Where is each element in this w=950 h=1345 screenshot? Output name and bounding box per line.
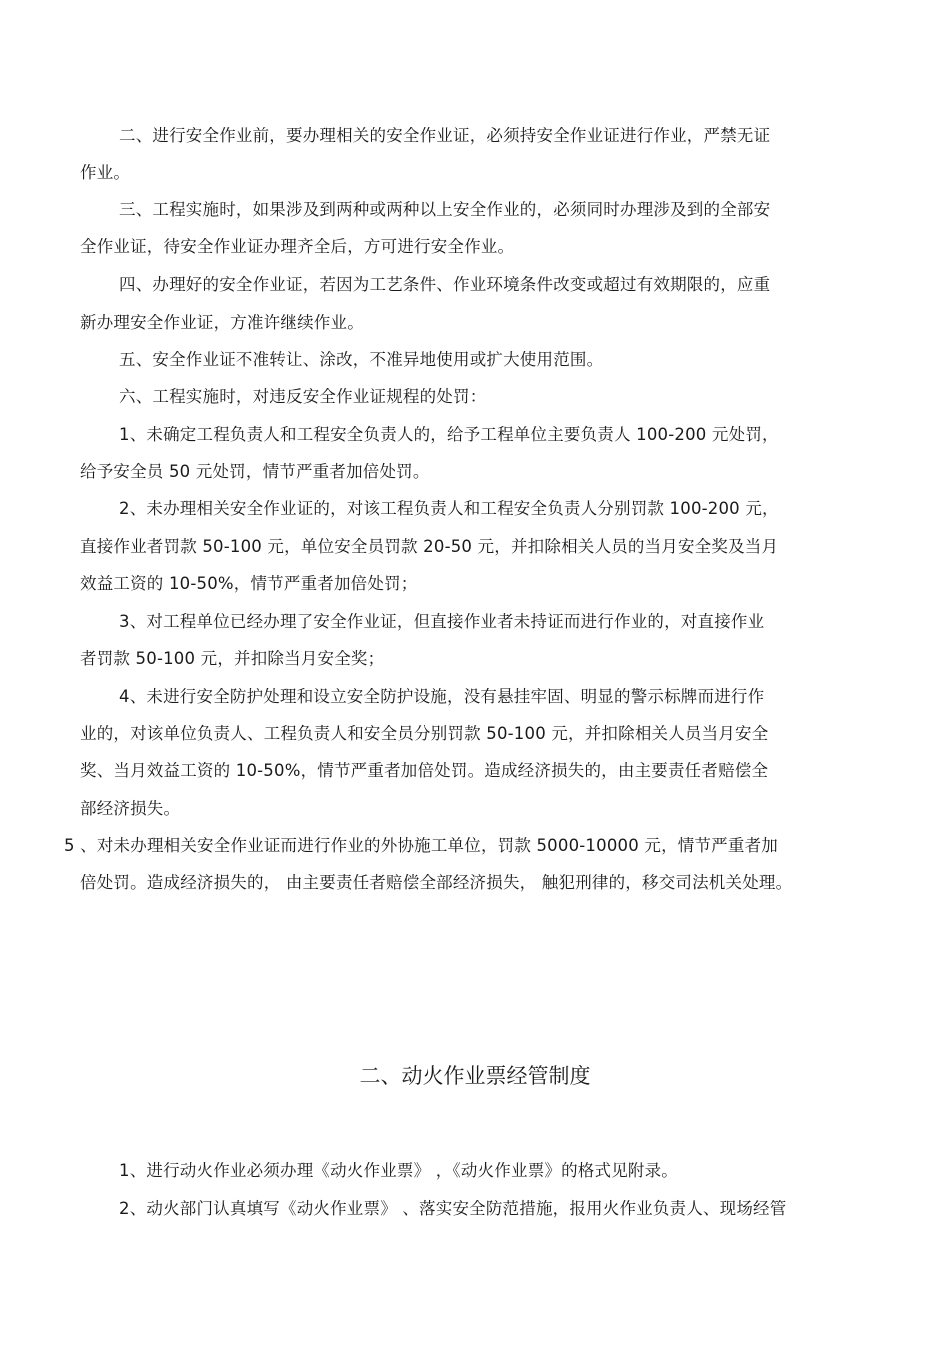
paragraph-line: 三、工程实施时，如果涉及到两种或两种以上安全作业的，必须同时办理涉及到的全部安 bbox=[119, 200, 771, 219]
paragraph-line: 效益工资的 10-50%，情节严重者加倍处罚； bbox=[80, 574, 418, 593]
paragraph-line: 六、工程实施时，对违反安全作业证规程的处罚： bbox=[119, 387, 487, 406]
paragraph-line: 1、未确定工程负责人和工程安全负责人的，给予工程单位主要负责人 100-200 元处罚， bbox=[119, 425, 779, 444]
paragraph-line: 新办理安全作业证，方准许继续作业。 bbox=[80, 313, 364, 332]
paragraph-line: 业的，对该单位负责人、工程负责人和安全员分别罚款 50-100 元，并扣除相关人员当月安全 bbox=[80, 724, 769, 743]
paragraph-line: 5 、对未办理相关安全作业证而进行作业的外协施工单位，罚款 5000-10000 元，情节严重者加 bbox=[64, 836, 778, 855]
paragraph-line: 1、进行动火作业必须办理《动火作业票》 ，《动火作业票》的格式见附录。 bbox=[119, 1161, 678, 1180]
paragraph-line: 二、进行安全作业前，要办理相关的安全作业证，必须持安全作业证进行作业，严禁无证 bbox=[119, 126, 771, 145]
paragraph-line: 者罚款 50-100 元，并扣除当月安全奖； bbox=[80, 649, 385, 668]
paragraph-line: 全作业证，待安全作业证办理齐全后，方可进行安全作业。 bbox=[80, 237, 515, 256]
paragraph-line: 倍处罚。造成经济损失的， 由主要责任者赔偿全部经济损失， 触犯刑律的，移交司法机关处理。 bbox=[80, 873, 793, 892]
section-title: 二、动火作业票经管制度 bbox=[359, 1064, 591, 1088]
paragraph-line: 2、未办理相关安全作业证的，对该工程负责人和工程安全负责人分别罚款 100-200 元， bbox=[119, 499, 779, 518]
paragraph-line: 部经济损失。 bbox=[80, 799, 181, 818]
paragraph-line: 五、安全作业证不准转让、涂改，不准异地使用或扩大使用范围。 bbox=[119, 350, 604, 369]
paragraph-line: 3、对工程单位已经办理了安全作业证，但直接作业者未持证而进行作业的，对直接作业 bbox=[119, 612, 765, 631]
paragraph-line: 四、办理好的安全作业证，若因为工艺条件、作业环境条件改变或超过有效期限的，应重 bbox=[119, 275, 771, 294]
paragraph-line: 给予安全员 50 元处罚，情节严重者加倍处罚。 bbox=[80, 462, 430, 481]
paragraph-line: 4、未进行安全防护处理和设立安全防护设施，没有悬挂牢固、明显的警示标牌而进行作 bbox=[119, 687, 765, 706]
paragraph-line: 直接作业者罚款 50-100 元，单位安全员罚款 20-50 元，并扣除相关人员的当月安全奖及当月 bbox=[80, 537, 779, 556]
paragraph-line: 2、动火部门认真填写《动火作业票》 、落实安全防范措施，报用火作业负责人、现场经管 bbox=[119, 1199, 787, 1218]
paragraph-line: 作业。 bbox=[80, 163, 131, 182]
paragraph-line: 奖、当月效益工资的 10-50%，情节严重者加倍处罚。造成经济损失的，由主要责任者赔偿全 bbox=[80, 761, 769, 780]
